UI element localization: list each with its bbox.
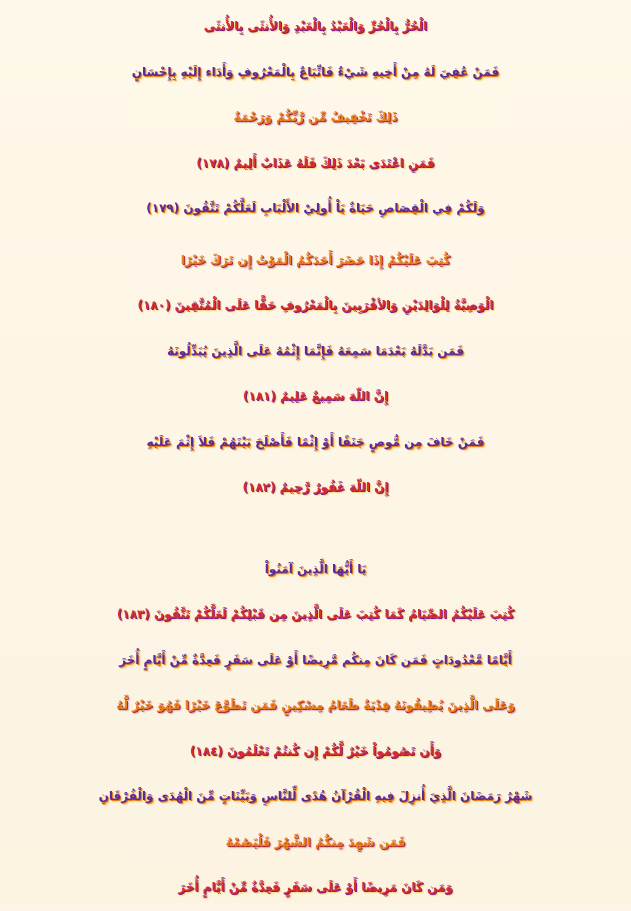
verse-line-14: أَيَّامًا مَّعْدُودَاتٍ فَمَن كَانَ مِنكُم مَّرِيضًا أَوْ عَلَى سَفَرٍ فَعِدَّةٌ مِّنْ أَيَّامٍ أُخَرَ	[119, 652, 512, 667]
verse-line-7: الْوَصِيَّةُ لِلْوَالِدَيْنِ وَالأقْرَبِينَ بِالْمَعْرُوفِ حَقًّا عَلَى الْمُتَّقِينَ (١٨٠)	[137, 298, 494, 312]
verse-line-12: يَا أَيُّهَا الَّذِينَ آمَنُواْ	[264, 561, 367, 576]
verse-line-9: إِنَّ اللّهَ سَمِيعٌ عَلِيمٌ (١٨١)	[242, 389, 389, 403]
verse-line-6: كُتِبَ عَلَيْكُمْ إِذَا حَضَرَ أَحَدَكُمُ الْمَوْتُ إِن تَرَكَ خَيْرًا	[180, 252, 451, 267]
verse-line-1: الْحُرُّ بِالْحُرِّ وَالْعَبْدُ بِالْعَبْدِ وَالأُنثَى بِالأُنثَى	[203, 19, 428, 33]
verse-line-5: وَلَكُمْ فِي الْقِصَاصِ حَيَاةٌ يَاْ أُولِيْ الأَلْبَابِ لَعَلَّكُمْ تَتَّقُونَ (١٧٩)	[146, 201, 485, 215]
verse-line-2: فَمَنْ عُفِيَ لَهُ مِنْ أَخِيهِ شَيْءٌ فَاتِّبَاعٌ بِالْمَعْرُوفِ وَأَدَاء إِلَيْهِ بِإِحْسَانٍ	[131, 64, 500, 79]
verse-line-10: فَمَنْ خَافَ مِن مُّوصٍ جَنَفًا أَوْ إِثْمًا فَأَصْلَحَ بَيْنَهُمْ فَلاَ إِثْمَ عَلَيْهِ	[146, 434, 485, 449]
verse-line-4: فَمَنِ اعْتَدَى بَعْدَ ذَلِكَ فَلَهُ عَذَابٌ أَلِيمٌ (١٧٨)	[196, 155, 435, 170]
verse-line-3: ذَلِكَ تَخْفِيفٌ مِّن رَّبِّكُمْ وَرَحْمَةٌ	[233, 110, 398, 124]
verse-line-17: شَهْرُ رَمَضَانَ الَّذِيَ أُنزِلَ فِيهِ الْقُرْآنُ هُدًى لِّلنَّاسِ وَبَيِّنَاتٍ مِّنَ الْهُدَى وَالْفُرْقَانِ	[98, 789, 533, 803]
verse-line-13: كُتِبَ عَلَيْكُمُ الصِّيَامُ كَمَا كُتِبَ عَلَى الَّذِينَ مِن قَبْلِكُمْ لَعَلَّكُمْ تَتَّقُونَ (١٨٣)	[116, 607, 515, 621]
verse-line-11: إِنَّ اللّهَ غَفُورٌ رَّحِيمٌ (١٨٢)	[242, 480, 389, 494]
verse-line-18: فَمَن شَهِدَ مِنكُمُ الشَّهْرَ فَلْيَصُمْهُ	[225, 834, 406, 849]
verse-line-16: وَأَن تَصُومُواْ خَيْرٌ لَّكُمْ إِن كُنتُمْ تَعْلَمُونَ (١٨٤)	[189, 743, 442, 758]
verse-line-8: فَمَن بَدَّلَهُ بَعْدَمَا سَمِعَهُ فَإِنَّمَا إِثْمُهُ عَلَى الَّذِينَ يُبَدِّلُونَهُ	[167, 343, 464, 358]
verse-line-15: وَعَلَى الَّذِينَ يُطِيقُونَهُ فِدْيَةٌ طَعَامُ مِسْكِينٍ فَمَن تَطَوَّعَ خَيْرًا فَهُوَ خَيْرٌ لَّهُ	[116, 698, 515, 712]
verse-line-19: وَمَن كَانَ مَرِيضًا أَوْ عَلَى سَفَرٍ فَعِدَّةٌ مِّنْ أَيَّامٍ أُخَرَ	[178, 880, 453, 894]
